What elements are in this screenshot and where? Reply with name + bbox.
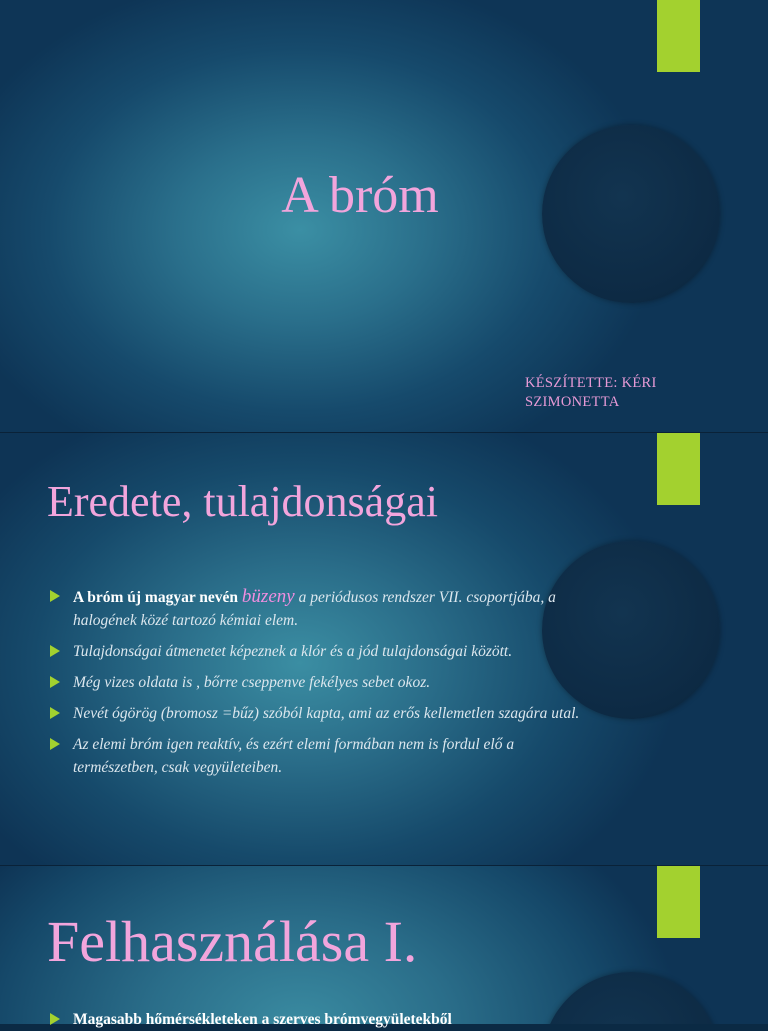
slide2-bullet-list — [50, 585, 585, 787]
bullet-text: Az elemi bróm igen reaktív, és ezért elemi formában nem is fordul elő a természetben, csak vegyületeiben. — [73, 736, 515, 776]
decor-green-bar — [657, 0, 700, 72]
bullet-text: a periódusos rendszer VII. csoportjába, a halogének közé tartozó kémiai elem. — [73, 589, 556, 629]
author-credit — [525, 374, 725, 412]
bullet-text: Még vizes oldata is , bőrre cseppenve fekélyes sebet okoz. — [73, 674, 431, 691]
slide-title-heading: A bróm — [281, 167, 439, 224]
bullet-item — [50, 1008, 585, 1031]
author-line-1: KÉSZÍTETTE: KÉRI — [525, 375, 657, 391]
bullet-item — [50, 585, 585, 632]
arrow-bullet-icon — [50, 707, 60, 719]
arrow-bullet-icon — [50, 1013, 60, 1025]
slide3-bullet-list — [50, 1008, 585, 1031]
bullet-item — [50, 733, 585, 779]
slide-title — [0, 0, 768, 433]
highlight-word: büzeny — [241, 586, 295, 607]
arrow-bullet-icon — [50, 645, 60, 657]
bullet-item — [50, 702, 585, 725]
arrow-bullet-icon — [50, 738, 60, 750]
arrow-bullet-icon — [50, 676, 60, 688]
bullet-item — [50, 640, 585, 663]
slide2-heading: Eredete, tulajdonságai — [47, 477, 438, 526]
bullet-item — [50, 671, 585, 694]
bullet-prefix: A bróm új magyar nevén — [73, 589, 239, 606]
bullet-text: Tulajdonságai átmenetet képeznek a klór és a jód tulajdonságai között. — [73, 643, 513, 660]
arrow-bullet-icon — [50, 590, 60, 602]
bullet-text: Magasabb hőmérsékleteken a szerves brómvegyületekből — [73, 1011, 452, 1028]
bullet-text: Nevét ógörög (bromosz =bűz) szóból kapta, ami az erős kellemetlen szagára utal. — [73, 705, 580, 722]
decor-green-bar — [657, 866, 700, 938]
author-line-2: SZIMONETTA — [525, 394, 620, 410]
slide3-heading: Felhasználása I. — [47, 909, 418, 974]
decor-green-bar — [657, 433, 700, 505]
